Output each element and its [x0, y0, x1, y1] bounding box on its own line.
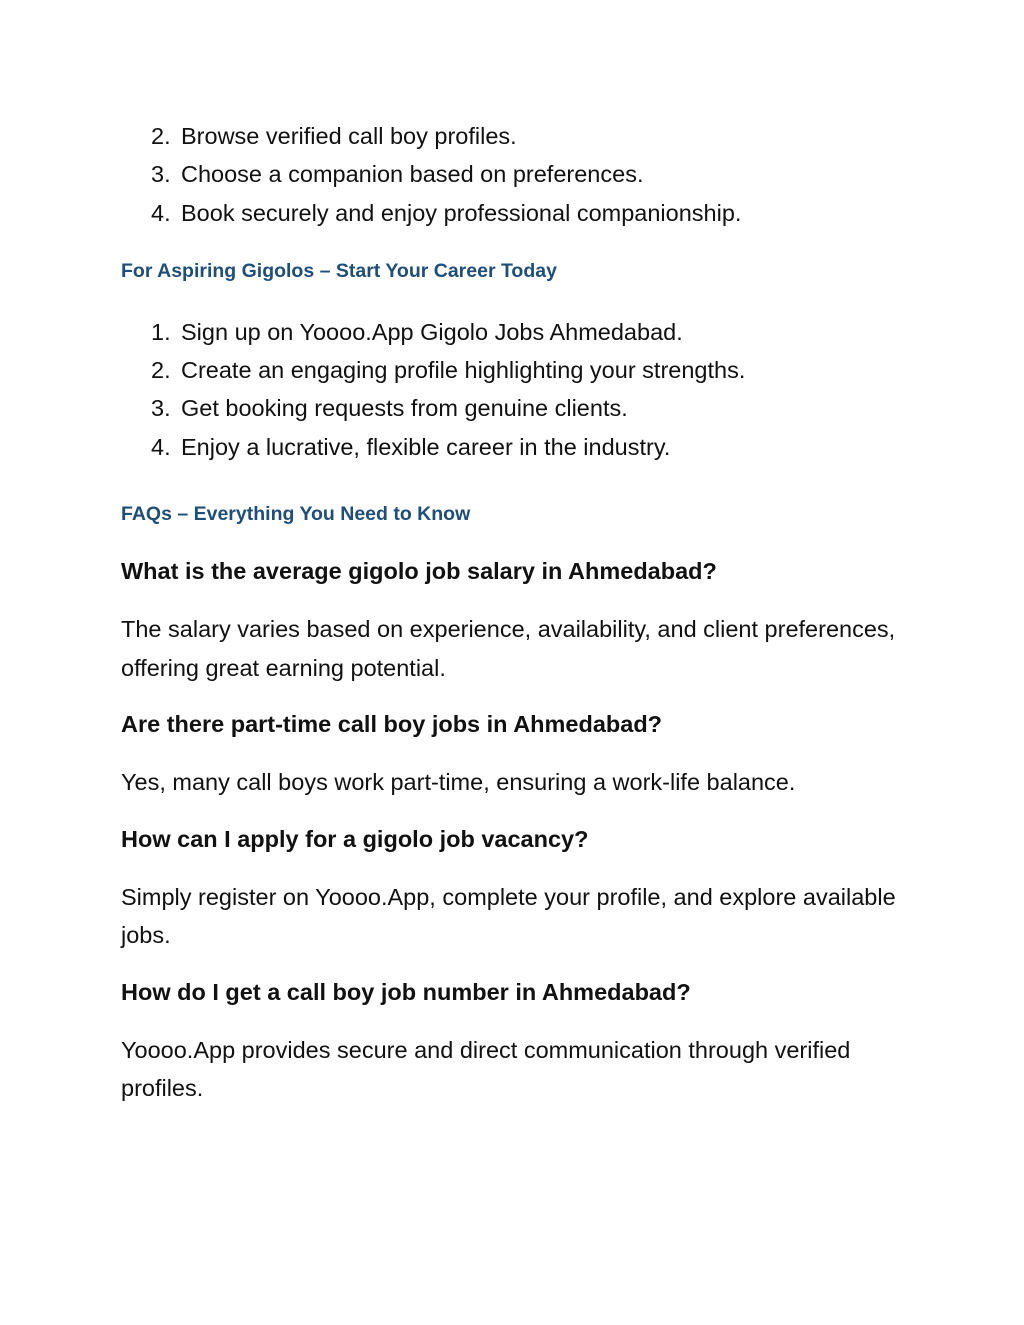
aspiring-gigolos-heading: For Aspiring Gigolos – Start Your Career Today [121, 259, 557, 282]
list-item [121, 155, 901, 193]
list-item-number: 4. [151, 199, 171, 226]
list-item-number: 3. [151, 395, 171, 422]
list-item [121, 428, 901, 466]
list-item-text: Book securely and enjoy professional companionship. [181, 199, 742, 226]
continued-steps-list [121, 117, 901, 232]
faq-list [121, 556, 901, 1108]
list-item-text: Browse verified call boy profiles. [181, 123, 517, 149]
list-item [121, 389, 901, 427]
faq-answer: Yoooo.App provides secure and direct communication through verified profiles. [121, 1036, 851, 1102]
faqs-heading: FAQs – Everything You Need to Know [121, 503, 471, 526]
list-item-number: 3. [151, 161, 171, 188]
list-item-number: 4. [151, 433, 171, 460]
faq-answer: Yes, many call boys work part-time, ensuring a work-life balance. [121, 769, 796, 796]
list-item-number: 2. [151, 123, 171, 149]
list-item [121, 117, 901, 155]
faq-question: Are there part-time call boy jobs in Ahmedabad? [121, 711, 663, 738]
document-content [121, 117, 901, 1130]
faq-answer: The salary varies based on experience, availability, and client preferences, offering great earning potential. [121, 616, 896, 681]
list-item [121, 351, 901, 389]
list-item-text: Create an engaging profile highlighting your strengths. [181, 357, 746, 384]
list-item [121, 313, 901, 351]
faq-answer: Simply register on Yoooo.App, complete your profile, and explore available jobs. [121, 883, 896, 949]
list-item-number: 1. [151, 318, 171, 345]
faq-question: How do I get a call boy job number in Ahmedabad? [121, 978, 691, 1005]
list-item-text: Sign up on Yoooo.App Gigolo Jobs Ahmedabad. [181, 318, 683, 345]
list-item-text: Enjoy a lucrative, flexible career in the industry. [181, 433, 671, 460]
list-item-text: Choose a companion based on preferences. [181, 161, 644, 188]
list-item-text: Get booking requests from genuine clients. [181, 395, 628, 422]
faq-question: How can I apply for a gigolo job vacancy? [121, 825, 589, 852]
faq-question: What is the average gigolo job salary in Ahmedabad? [121, 558, 717, 585]
aspiring-steps-list [121, 313, 901, 466]
list-item-number: 2. [151, 357, 171, 384]
list-item [121, 194, 901, 232]
